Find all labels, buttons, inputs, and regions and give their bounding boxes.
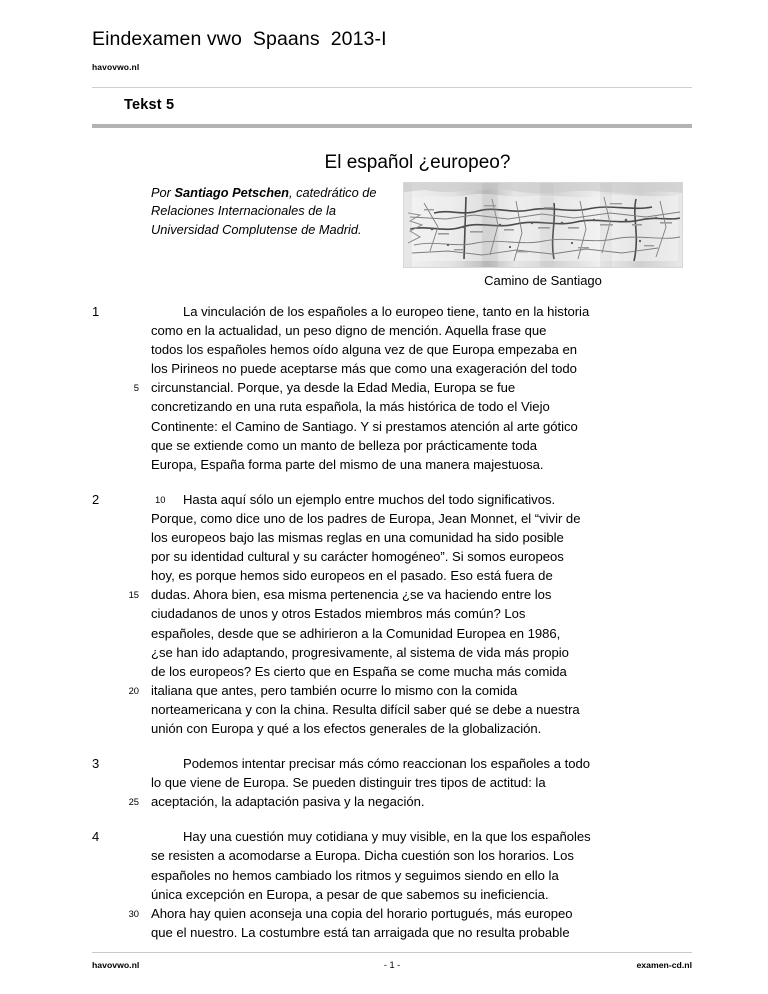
text-line [128,792,692,811]
text-line [151,302,692,321]
line-text: circunstancial. Porque, ya desde la Edad Media, Europa se fue [151,380,516,396]
line-text: italiana que antes, pero también ocurre lo mismo con la comida [151,682,518,698]
line-number: 10 [155,493,166,505]
text-line [151,528,692,547]
article-title: El español ¿europeo? [324,151,511,173]
line-text: Ahora hay quien aconseja una copia del horario portugués, más europeo [151,905,573,921]
line-text: Podemos intentar precisar más cómo reaccionan los españoles a todo [183,756,590,772]
text-line [151,321,692,340]
text-line [151,359,692,378]
text-line [151,923,692,942]
line-text: Hay una cuestión muy cotidiana y muy visible, en la que los españoles [183,829,591,845]
line-text: Continente: el Camino de Santiago. Y si prestamos atención al arte gótico [151,418,578,434]
line-text: ciudadanos de unos y otros Estados miembros más común? Los [151,606,526,622]
text-line [151,719,692,738]
byline-rest: , catedrático de Relaciones Internacionales de la Universidad Complutense de Madrid. [151,185,377,237]
figure-caption: Camino de Santiago [484,273,602,288]
line-text: unión con Europa y qué a los efectos generales de la globalización. [151,720,542,736]
footer-divider [92,952,692,953]
text-line [133,378,692,397]
exam-title: Eindexamen vwo Spaans 2013-I [92,28,387,50]
paragraph-lines [133,302,692,474]
line-text: todos los españoles hemos oído alguna vez de que Europa empezaba en [151,342,577,358]
text-line [151,547,692,566]
header-divider-bottom [92,124,692,128]
footer-right-label: examen-cd.nl [636,960,692,970]
text-line [151,455,692,474]
line-text: que el nuestro. La costumbre está tan arraigada que no resulta probable [151,924,570,940]
paragraph [92,754,692,811]
text-line [151,754,692,773]
line-text: norteamericana y con la china. Resulta difícil saber qué se debe a nuestra [151,701,580,717]
line-text: ¿se han ido adaptando, progresivamente, al sistema de vida más propio [151,644,569,660]
footer-left-label: havovwo.nl [92,960,140,970]
article-body [92,302,692,958]
text-line [151,436,692,455]
text-line [151,866,692,885]
line-number: 5 [133,382,139,394]
line-text: La vinculación de los españoles a lo europeo tiene, tanto en la historia [183,304,590,319]
line-text: españoles no hemos cambiado los ritmos y seguimos siendo en ello la [151,867,559,883]
paragraph-lines [128,754,692,811]
text-line [128,904,692,923]
paragraph-number: 1 [92,304,100,319]
byline-prefix: Por [151,185,175,200]
line-number: 30 [128,907,139,919]
tekst-label: Tekst 5 [124,97,175,113]
line-text: por su identidad cultural y su carácter homogéneo”. Si somos europeos [151,549,564,565]
text-line [128,585,692,604]
map-image [403,182,683,268]
paragraph [92,302,692,474]
paragraph [92,490,692,738]
line-text: Europa, España forma parte del mismo de una manera majestuosa. [151,456,544,472]
text-line [151,773,692,792]
line-number: 20 [128,684,139,696]
paragraph [92,827,692,942]
line-text: como en la actualidad, un peso digno de mención. Aquella frase que [151,323,547,339]
line-text: única excepción en Europa, a pesar de que sabemos su ineficiencia. [151,886,549,902]
text-line [151,827,692,846]
line-text: los europeos bajo las mismas reglas en una comunidad ha sido posible [151,530,564,546]
paragraph-number: 3 [92,756,100,772]
line-text: españoles, desde que se adhirieron a la Comunidad Europea en 1986, [151,625,561,641]
line-number: 25 [128,796,139,808]
header-site-mark: havovwo.nl [92,62,140,73]
line-number: 15 [128,589,139,601]
line-text: se resisten a acomodarse a Europa. Dicha cuestión son los horarios. Los [151,848,574,864]
text-line [151,397,692,416]
line-text: de los europeos? Es cierto que en España se come mucha más comida [151,663,567,679]
header-divider-top [92,87,692,88]
line-text: que se extiende como un manto de belleza por prácticamente toda [151,437,537,453]
document-header [92,28,692,72]
byline [151,184,391,239]
text-line [151,417,692,436]
line-text: hoy, es porque hemos sido europeos en el pasado. Eso está fuera de [151,568,553,584]
text-line [151,846,692,865]
text-line [151,509,692,528]
byline-author: Santiago Petschen [174,185,289,200]
paragraph-number: 2 [92,491,100,507]
paragraph-lines [128,827,692,942]
line-text: dudas. Ahora bien, esa misma pertenencia ¿se va haciendo entre los [151,587,552,603]
line-text: Hasta aquí sólo un ejemplo entre muchos del todo significativos. [183,491,556,507]
line-text: Porque, como dice uno de los padres de Europa, Jean Monnet, el “vivir de [151,510,581,526]
document-footer [92,960,692,974]
text-line [128,681,692,700]
line-text: lo que viene de Europa. Se pueden distinguir tres tipos de actitud: la [151,775,546,791]
footer-page-number: - 1 - [383,960,401,970]
text-line [151,643,692,662]
text-line [151,700,692,719]
figure-camino-de-santiago [403,182,683,289]
text-line [151,624,692,643]
text-line [151,340,692,359]
paragraph-lines [128,490,692,738]
paragraph-number: 4 [92,829,100,845]
text-line [151,662,692,681]
line-text: aceptación, la adaptación pasiva y la negación. [151,794,425,810]
line-text: los Pirineos no puede aceptarse más que como una exageración del todo [151,361,577,377]
text-line [151,885,692,904]
text-line [151,604,692,623]
line-text: concretizando en una ruta española, la más histórica de todo el Viejo [151,399,550,415]
text-line [151,566,692,585]
text-line [151,490,692,509]
